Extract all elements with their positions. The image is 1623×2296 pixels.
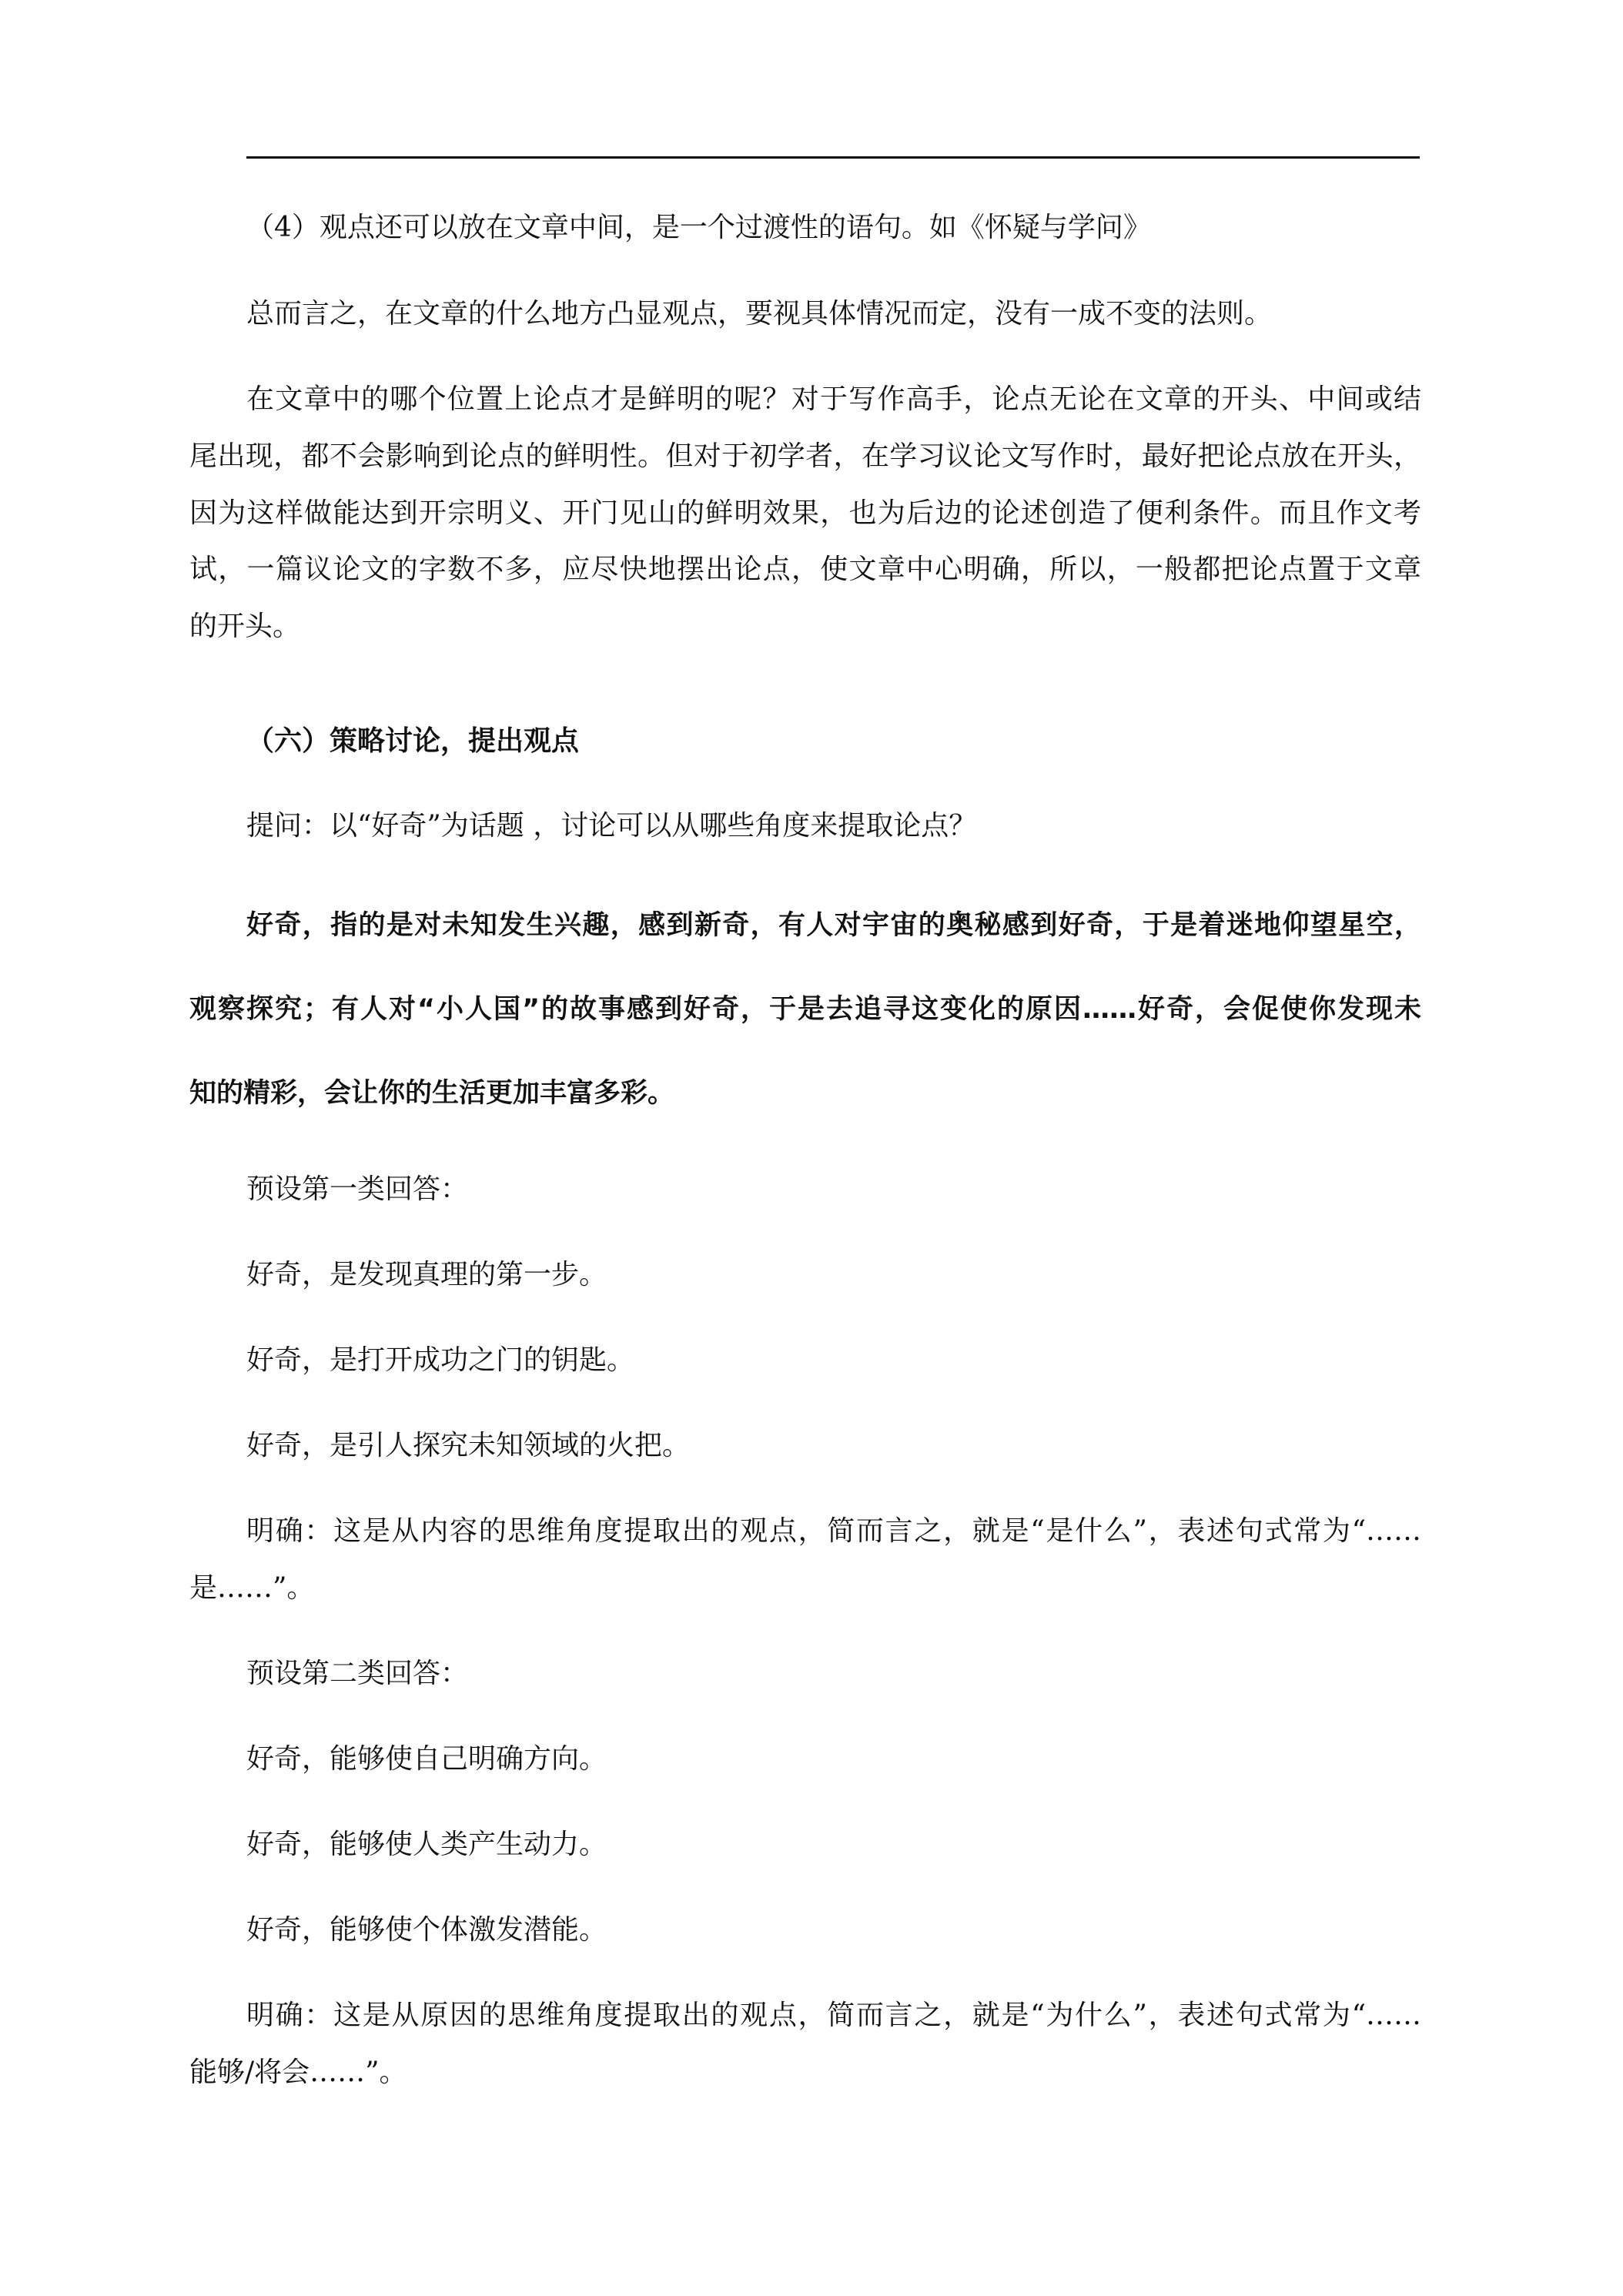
material-line: 知的精彩，会让你的生活更加丰富多彩。 xyxy=(189,1078,675,1109)
paragraph-line: 因为这样做能达到开宗明义、开门见山的鲜明效果，也为后边的论述创造了便利条件。而且作文考 xyxy=(189,497,1421,529)
paragraph-line: 在文章中的哪个位置上论点才是鲜明的呢？对于写作高手，论点无论在文章的开头、中间或结 xyxy=(246,383,1421,415)
group-2-answer: 好奇，能够使人类产生动力。 xyxy=(246,1829,607,1860)
group-1-clarify-line: 是……”。 xyxy=(189,1572,315,1604)
group-2-answer: 好奇，能够使个体激发潜能。 xyxy=(246,1914,607,1946)
group-1-label: 预设第一类回答： xyxy=(246,1173,469,1205)
group-2-clarify-line: 能够/将会……”。 xyxy=(189,2057,407,2088)
header-rule xyxy=(246,156,1420,159)
discussion-question: 提问：以“好奇”为话题 ，讨论可以从哪些角度来提取论点？ xyxy=(246,810,977,842)
section-6-heading: （六）策略讨论，提出观点 xyxy=(246,725,580,757)
material-line: 好奇，指的是对未知发生兴趣，感到新奇，有人对宇宙的奥秘感到好奇，于是着迷地仰望星空， xyxy=(246,910,1421,941)
group-2-answer: 好奇，能够使自己明确方向。 xyxy=(246,1743,607,1775)
group-2-clarify-line: 明确：这是从原因的思维角度提取出的观点，简而言之，就是“为什么”，表述句式常为“…… xyxy=(246,2000,1421,2031)
paragraph-line: 的开头。 xyxy=(189,611,301,642)
group-1-answer: 好奇，是打开成功之门的钥匙。 xyxy=(246,1344,635,1376)
summary-text: 总而言之，在文章的什么地方凸显观点，要视具体情况而定，没有一成不变的法则。 xyxy=(246,298,1273,330)
paragraph-line: 尾出现，都不会影响到论点的鲜明性。但对于初学者，在学习议论文写作时，最好把论点放在开头， xyxy=(189,440,1421,472)
material-line: 观察探究；有人对“小人国”的故事感到好奇，于是去追寻这变化的原因……好奇，会促使你发现未 xyxy=(189,994,1421,1025)
group-1-clarify-line: 明确：这是从内容的思维角度提取出的观点，简而言之，就是“是什么”，表述句式常为“…… xyxy=(246,1515,1421,1547)
group-1-answer: 好奇，是发现真理的第一步。 xyxy=(246,1259,607,1290)
group-2-label: 预设第二类回答： xyxy=(246,1658,469,1689)
group-1-answer: 好奇，是引人探究未知领域的火把。 xyxy=(246,1430,691,1461)
point-4-text: （4）观点还可以放在文章中间，是一个过渡性的语句。如《怀疑与学问》 xyxy=(246,212,1151,243)
paragraph-line: 试，一篇议论文的字数不多，应尽快地摆出论点，使文章中心明确，所以，一般都把论点置于文章 xyxy=(189,554,1421,585)
